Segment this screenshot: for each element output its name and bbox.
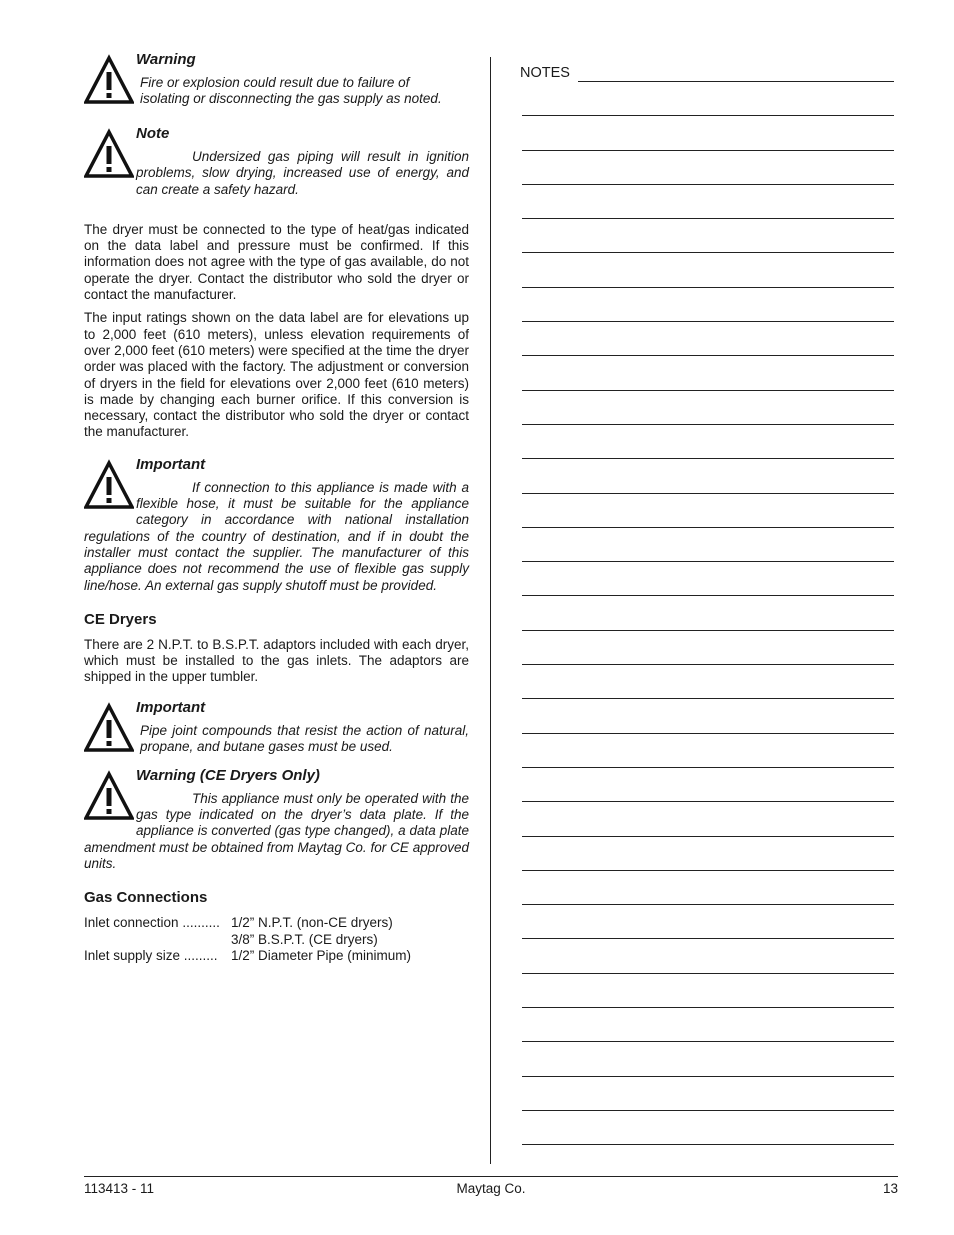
spec-row (84, 948, 469, 964)
notes-line (522, 82, 894, 116)
spec-row (84, 932, 469, 948)
notes-line (522, 459, 894, 493)
warning-text: This appliance must only be operated with the gas type indicated on the dryer’s data plate. If the appliance is converted (gas type changed), a data plate amendment must be obtained from Maytag Co. for CE approved units. (84, 790, 469, 871)
notes-line (522, 802, 894, 836)
column-divider (490, 57, 491, 1164)
notes-line (522, 494, 894, 528)
notes-line (522, 699, 894, 733)
warning-triangle-icon (84, 459, 136, 513)
notes-line (522, 1042, 894, 1076)
notes-header (520, 62, 894, 82)
body-paragraph-elevation: The input ratings shown on the data label are for elevations up to 2,000 feet (610 meters), unless elevation requirements of over 2,000 feet (610 meters) were specified at the time the dryer order was placed with the factory. The adjustment or conversion of dryers in the field for elevations over 2,000 feet (610 meters) is made by changing each burner orifice. If this conversion is necessary, contact the distributor who sold the dryer or contact the manufacturer. (84, 310, 469, 440)
notes-line (522, 322, 894, 356)
notes-line (522, 837, 894, 871)
important-text: If connection to this appliance is made with a flexible hose, it must be suitable for the appliance category in accordance with national installation regulations of the country of destination, and if in doubt the installer must contact the supplier. The manufacturer of this appliance does not recommend the use of flexible gas supply line/hose. An external gas supply shutoff must be provided. (84, 479, 469, 593)
warning-text-line2: isolating or disconnecting the gas supply as noted. (140, 91, 442, 107)
notes-line (522, 151, 894, 185)
section-heading-gas-connections: Gas Connections (84, 889, 208, 907)
notes-line (522, 425, 894, 459)
important-title: Important (136, 455, 206, 473)
important-title: Important (136, 698, 206, 716)
notes-line (522, 631, 894, 665)
left-column (84, 50, 469, 964)
spec-row (84, 915, 469, 931)
notes-label: NOTES (520, 65, 570, 81)
notes-line (522, 528, 894, 562)
notes-line (522, 871, 894, 905)
notes-line (522, 974, 894, 1008)
notes-line (522, 562, 894, 596)
warning-triangle-icon (84, 54, 136, 108)
notes-line (522, 1077, 894, 1111)
notes-line (522, 1008, 894, 1042)
company-name: Maytag Co. (456, 1181, 526, 1196)
notes-line (522, 665, 894, 699)
notes-line (522, 253, 894, 287)
notes-line (522, 939, 894, 973)
document-number: 113413 - 11 (84, 1181, 155, 1196)
page-number: 13 (882, 1181, 898, 1196)
footer-rule (84, 1176, 898, 1177)
body-paragraph-gas-type: The dryer must be connected to the type of heat/gas indicated on the data label and pressure must be confirmed. If this information does not agree with the type of gas available, do not operate the dryer. Contact the distributor who sold the dryer or contact the manufacturer. (84, 221, 469, 303)
body-paragraph-ce-dryers: There are 2 N.P.T. to B.S.P.T. adaptors included with each dryer, which must be installed to the gas inlets. The adaptors are shipped in the upper tumbler. (84, 636, 469, 685)
notes-line (522, 1111, 894, 1145)
notes-line (522, 768, 894, 802)
warning-triangle-icon (84, 702, 136, 756)
notes-line (522, 219, 894, 253)
important-notice-pipe-joint (84, 698, 469, 756)
notes-line (578, 64, 894, 82)
notes-line (522, 596, 894, 630)
page-footer (84, 1181, 898, 1199)
warning-title: Warning (136, 51, 196, 68)
notes-line (522, 734, 894, 768)
important-text: Pipe joint compounds that resist the action of natural, propane, and butane gases must be used. (140, 722, 469, 755)
warning-text-line1: Fire or explosion could result due to failure of (140, 75, 410, 90)
warning-notice-ce (84, 766, 469, 872)
spec-value: 1/2” N.P.T. (non-CE dryers) (231, 915, 393, 931)
notes-line (522, 356, 894, 390)
spec-value: 1/2” Diameter Pipe (minimum) (231, 947, 412, 963)
section-heading-ce-dryers: CE Dryers (84, 610, 157, 628)
notes-lines (520, 82, 894, 1145)
spec-label: Inlet connection .......... (84, 915, 220, 931)
note-title: Note (136, 125, 170, 142)
notes-line (522, 391, 894, 425)
warning-title: Warning (CE Dryers Only) (136, 766, 320, 784)
notes-line (522, 905, 894, 939)
note-text: Undersized gas piping will result in ignition problems, slow drying, increased use of energy, and can create a safety hazard. (136, 149, 469, 197)
spec-label (84, 932, 231, 948)
warning-triangle-icon (84, 770, 136, 824)
note-notice (84, 124, 469, 198)
important-notice-hose (84, 455, 469, 594)
notes-line (522, 116, 894, 150)
notes-line (522, 288, 894, 322)
warning-notice (84, 50, 469, 108)
notes-area (520, 62, 894, 1145)
warning-triangle-icon (84, 128, 136, 182)
spec-label: Inlet supply size ......... (84, 947, 218, 963)
spec-value: 3/8” B.S.P.T. (CE dryers) (231, 931, 378, 947)
notes-line (522, 185, 894, 219)
gas-connections-spec (84, 915, 469, 964)
